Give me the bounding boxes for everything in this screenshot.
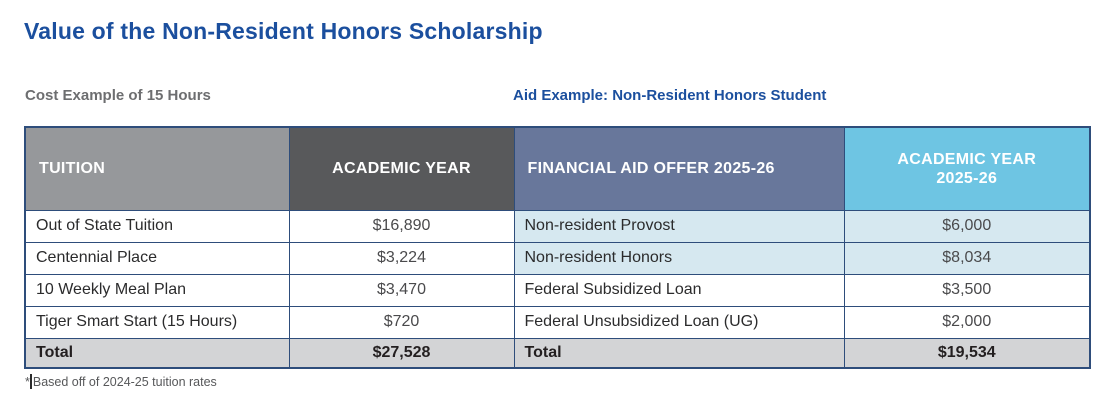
table-row	[25, 242, 1090, 274]
cost-example-subtitle: Cost Example of 15 Hours	[25, 87, 211, 104]
footnote-asterisk: *	[25, 374, 30, 389]
tuition-item-cell: Tiger Smart Start (15 Hours)	[25, 306, 289, 338]
aid-amount-cell: $2,000	[844, 306, 1090, 338]
tuition-item-cell: 10 Weekly Meal Plan	[25, 274, 289, 306]
scholarship-comparison-table	[24, 126, 1091, 369]
aid-item-cell: Federal Subsidized Loan	[514, 274, 844, 306]
academic-year-2025-26-column-header: ACADEMIC YEAR 2025-26	[844, 127, 1090, 210]
table-row	[25, 210, 1090, 242]
aid-amount-cell: $6,000	[844, 210, 1090, 242]
text-cursor	[30, 374, 32, 389]
tuition-amount-cell: $720	[289, 306, 514, 338]
aid-item-cell: Non-resident Provost	[514, 210, 844, 242]
tuition-amount-cell: $3,470	[289, 274, 514, 306]
tuition-amount-cell: $3,224	[289, 242, 514, 274]
academic-year-column-header: ACADEMIC YEAR	[289, 127, 514, 210]
tuition-total-label: Total	[25, 338, 289, 368]
table-total-row	[25, 338, 1090, 368]
tuition-item-cell: Out of State Tuition	[25, 210, 289, 242]
aid-total-amount: $19,534	[844, 338, 1090, 368]
tuition-column-header: TUITION	[25, 127, 289, 210]
aid-amount-cell: $8,034	[844, 242, 1090, 274]
tuition-item-cell: Centennial Place	[25, 242, 289, 274]
table-header-row	[25, 127, 1090, 210]
tuition-amount-cell: $16,890	[289, 210, 514, 242]
footnote	[25, 374, 1092, 389]
page-title: Value of the Non-Resident Honors Scholarship	[24, 18, 543, 44]
financial-aid-offer-column-header: FINANCIAL AID OFFER 2025-26	[514, 127, 844, 210]
subtitle-row	[24, 87, 1092, 107]
table-row	[25, 306, 1090, 338]
aid-item-cell: Federal Unsubsidized Loan (UG)	[514, 306, 844, 338]
aid-amount-cell: $3,500	[844, 274, 1090, 306]
aid-example-subtitle: Aid Example: Non-Resident Honors Student	[513, 87, 827, 104]
aid-total-label: Total	[514, 338, 844, 368]
table-row	[25, 274, 1090, 306]
aid-item-cell: Non-resident Honors	[514, 242, 844, 274]
footnote-text: Based off of 2024-25 tuition rates	[32, 374, 217, 389]
tuition-total-amount: $27,528	[289, 338, 514, 368]
